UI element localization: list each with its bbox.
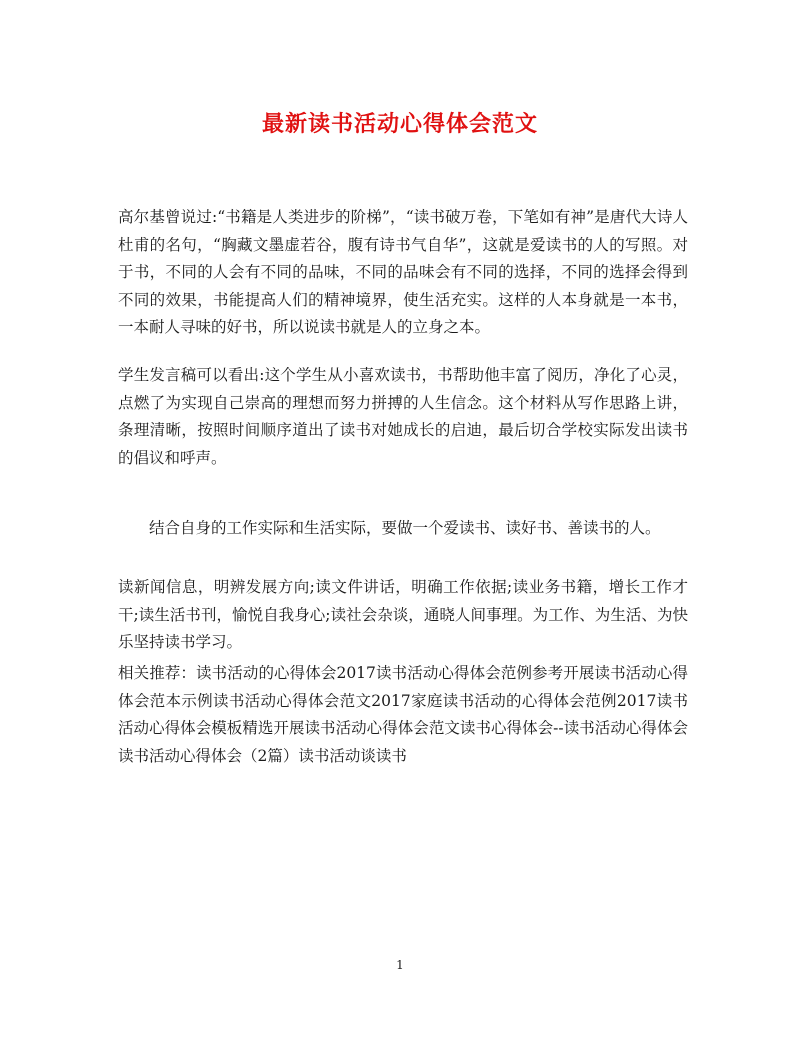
paragraph-student-speech: 学生发言稿可以看出:这个学生从小喜欢读书，书帮助他丰富了阅历，净化了心灵，点燃了为实现自己崇高的理想而努力拼搏的人生信念。这个材料从写作思路上讲，条理清晰，按照时间顺序道出了读书对她成长的启迪，最后切合学校实际发出读书的倡议和呼声。 [118, 366, 688, 467]
document-title: 最新读书活动心得体会范文 [261, 111, 538, 137]
paragraph-reading-topics: 读新闻信息，明辨发展方向;读文件讲话，明确工作依据;读业务书籍，增长工作才干;读生活书刊，愉悦自我身心;读社会杂谈，通晓人间事理。为工作、为生活、为快乐坚持读书学习。 [118, 578, 688, 652]
page-number: 1 [396, 958, 404, 972]
paragraph-related-recommendations: 相关推荐：读书活动的心得体会2017读书活动心得体会范例参考开展读书活动心得体会范本示例读书活动心得体会范文2017家庭读书活动的心得体会范例2017读书活动心得体会模板精选开展读书活动心得体会范文读书心得体会--读书活动心得体会读书活动心得体会（2篇）读书活动谈读书 [118, 664, 688, 765]
paragraph-reading-importance: 高尔基曾说过:“书籍是人类进步的阶梯”，“读书破万卷，下笔如有神”是唐代大诗人杜甫的名句，“胸藏文墨虚若谷，腹有诗书气自华”，这就是爱读书的人的写照。对于书，不同的人会有不同的品味，不同的品味会有不同的选择，不同的选择会得到不同的效果，书能提高人们的精神境界，使生活充实。这样的人本身就是一本书，一本耐人寻味的好书，所以说读书就是人的立身之本。 [118, 208, 688, 337]
paragraph-reading-goal: 结合自身的工作实际和生活实际，要做一个爱读书、读好书、善读书的人。 [149, 519, 661, 537]
